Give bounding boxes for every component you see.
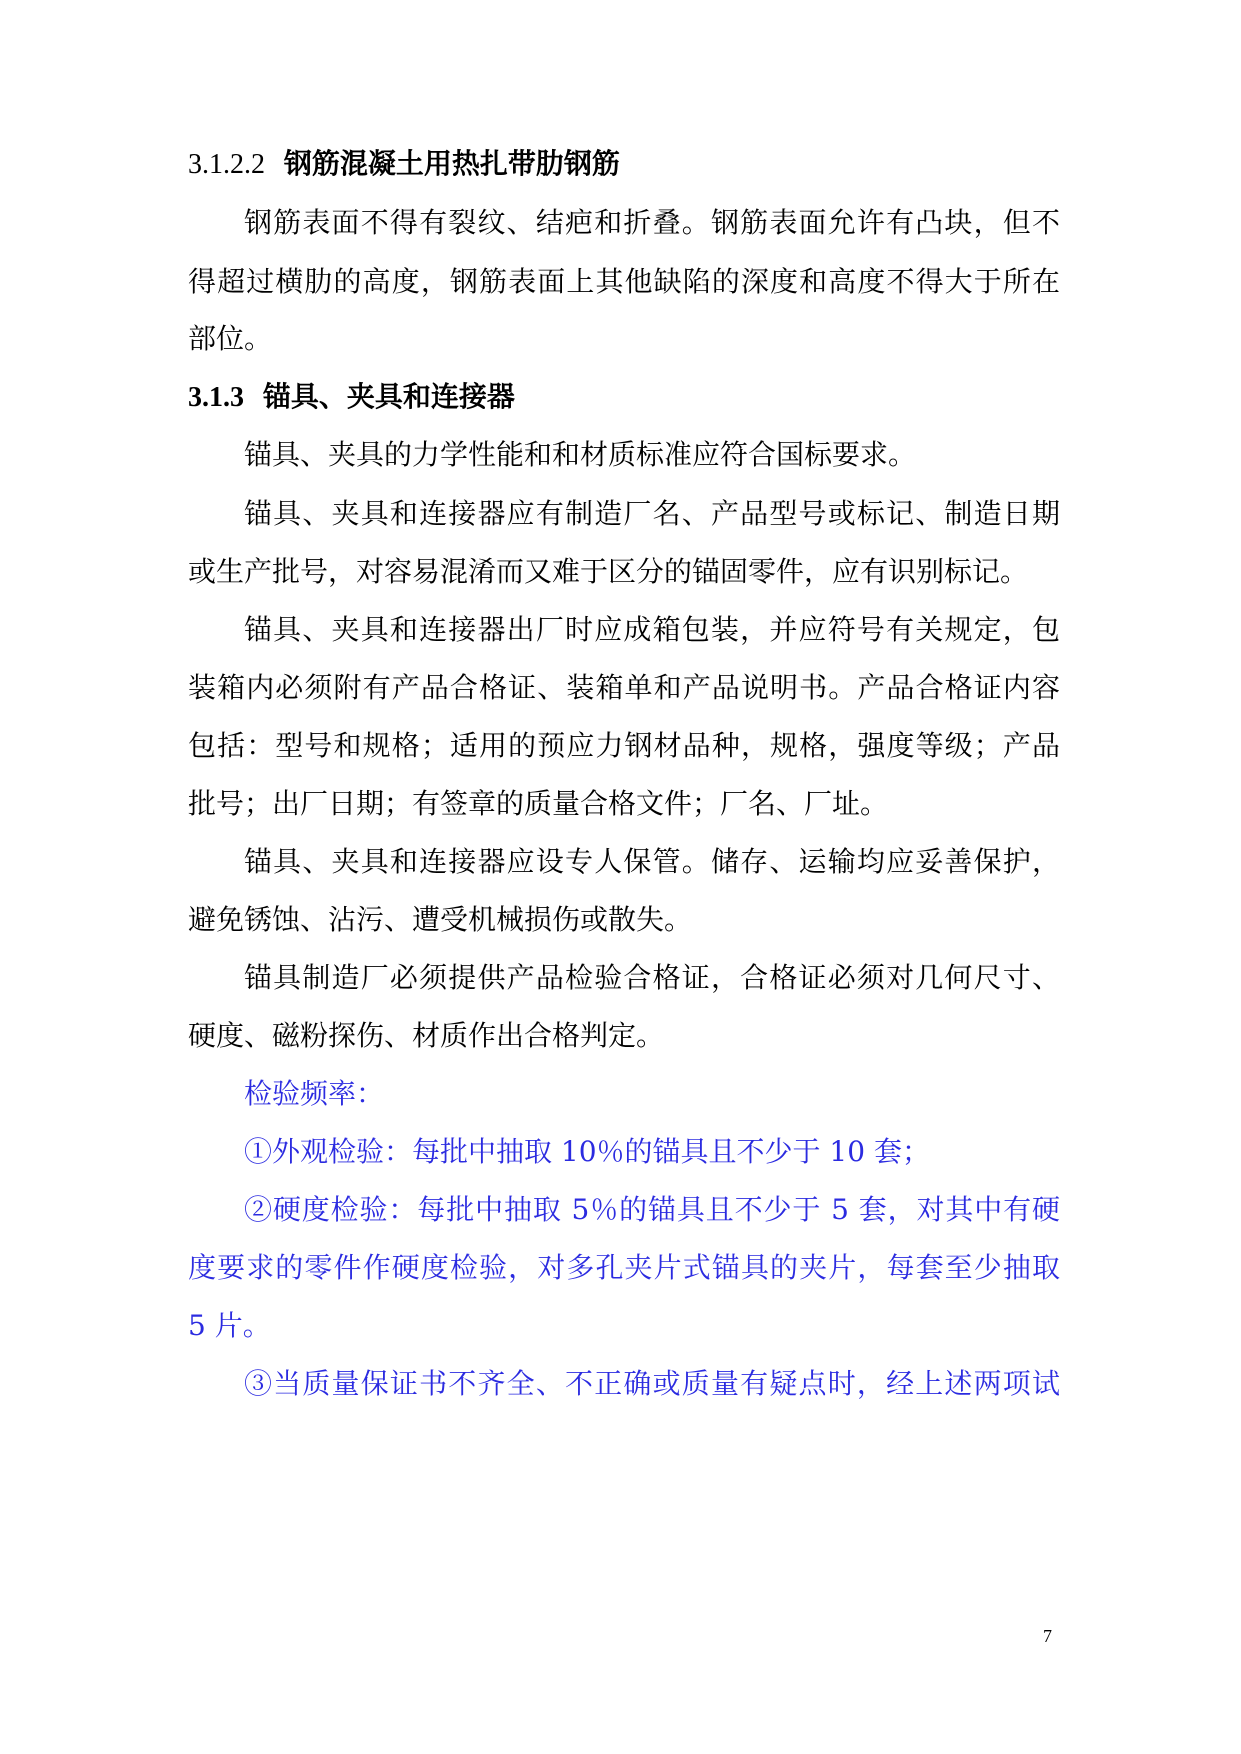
paragraph-line: 得超过横肋的高度，钢筋表面上其他缺陷的深度和高度不得大于所在 bbox=[188, 265, 1060, 298]
paragraph-line: 锚具、夹具和连接器出厂时应成箱包装，并应符号有关规定，包 bbox=[244, 613, 1060, 646]
paragraph-line: 包括：型号和规格；适用的预应力钢材品种，规格，强度等级；产品 bbox=[188, 729, 1060, 762]
paragraph-line: 装箱内必须附有产品合格证、装箱单和产品说明书。产品合格证内容 bbox=[188, 671, 1060, 704]
heading-number: 3.1.2.2 bbox=[188, 149, 265, 180]
inspection-item-1: ①外观检验：每批中抽取 10％的锚具且不少于 10 套； bbox=[244, 1135, 930, 1168]
paragraph-line: 避免锈蚀、沾污、遭受机械损伤或散失。 bbox=[188, 903, 693, 936]
paragraph-line: 硬度、磁粉探伤、材质作出合格判定。 bbox=[188, 1019, 665, 1052]
inspection-frequency-title: 检验频率： bbox=[244, 1077, 385, 1110]
paragraph-line: 锚具制造厂必须提供产品检验合格证，合格证必须对几何尺寸、 bbox=[244, 961, 1060, 994]
paragraph-line: 锚具、夹具和连接器应设专人保管。储存、运输均应妥善保护， bbox=[244, 845, 1060, 878]
inspection-item-2-cont: 5 片。 bbox=[188, 1309, 271, 1342]
paragraph-line: 或生产批号，对容易混淆而又难于区分的锚固零件，应有识别标记。 bbox=[188, 555, 1029, 588]
page-number: 7 bbox=[1043, 1626, 1052, 1646]
paragraph-line: 钢筋表面不得有裂纹、结疤和折叠。钢筋表面允许有凸块，但不 bbox=[244, 206, 1060, 239]
paragraph-line: 批号；出厂日期；有签章的质量合格文件；厂名、厂址。 bbox=[188, 787, 889, 820]
paragraph-line: 锚具、夹具的力学性能和和材质标准应符合国标要求。 bbox=[244, 438, 917, 471]
inspection-item-2-cont: 度要求的零件作硬度检验，对多孔夹片式锚具的夹片，每套至少抽取 bbox=[188, 1251, 1060, 1284]
inspection-item-3: ③当质量保证书不齐全、不正确或质量有疑点时，经上述两项试 bbox=[244, 1367, 1060, 1400]
heading-title: 锚具、夹具和连接器 bbox=[262, 380, 515, 413]
heading-title: 钢筋混凝土用热扎带肋钢筋 bbox=[283, 147, 620, 180]
paragraph-line: 部位。 bbox=[188, 322, 273, 355]
heading-number: 3.1.3 bbox=[188, 382, 244, 413]
paragraph-line: 锚具、夹具和连接器应有制造厂名、产品型号或标记、制造日期 bbox=[244, 497, 1060, 530]
inspection-item-2: ②硬度检验：每批中抽取 5％的锚具且不少于 5 套，对其中有硬 bbox=[244, 1193, 1060, 1226]
heading-3-1-2-2 bbox=[188, 146, 1060, 183]
heading-3-1-3 bbox=[188, 379, 1060, 416]
